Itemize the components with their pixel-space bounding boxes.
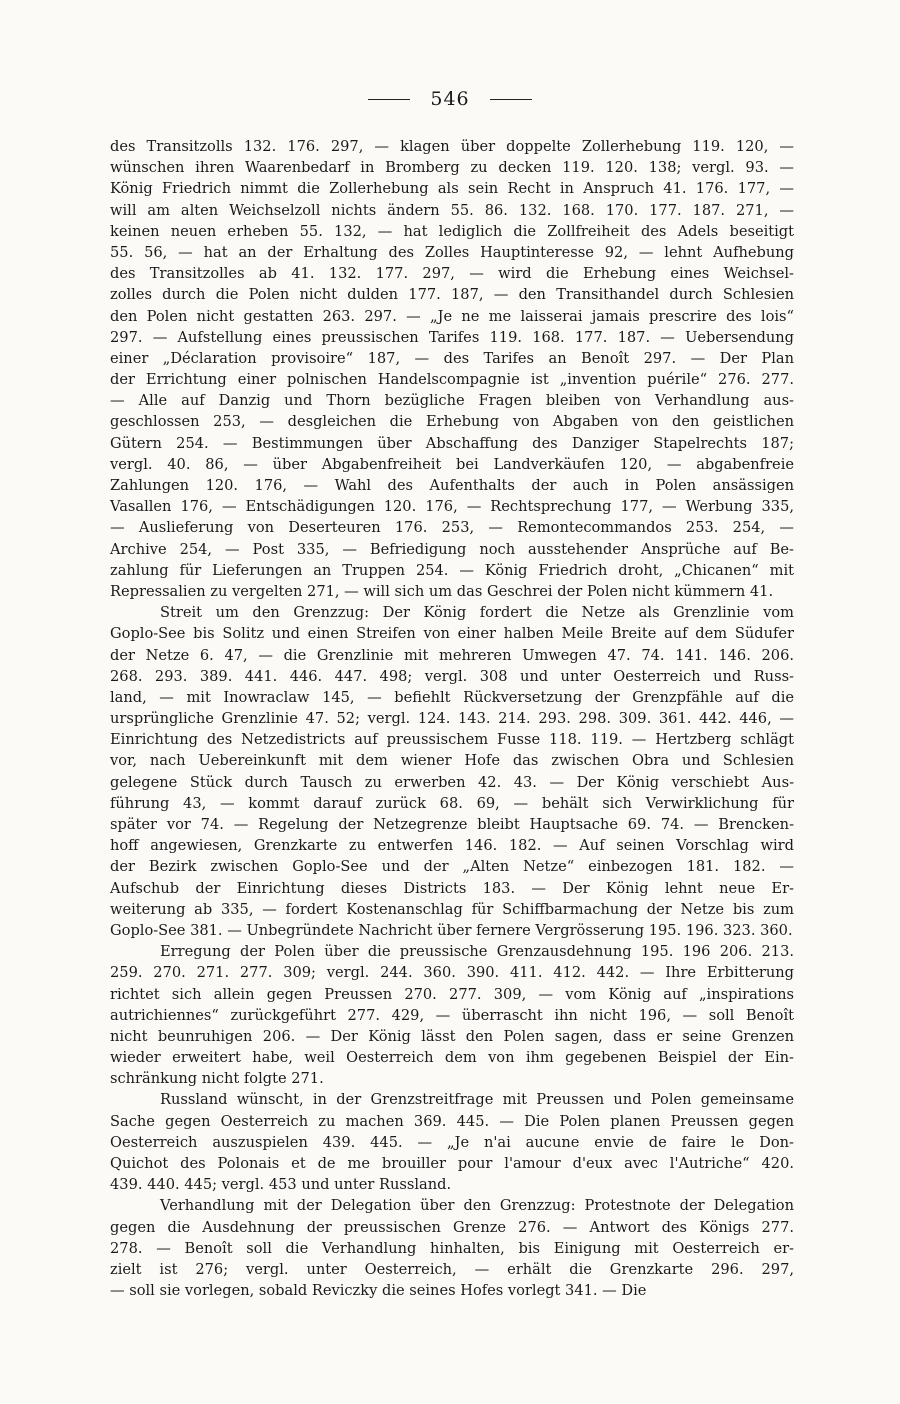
- text-line: ursprüngliche Grenzlinie 47. 52; vergl. 124. 143. 214. 293. 298. 309. 361. 442. 446, —: [110, 710, 794, 728]
- text-line: des Transitzolles ab 41. 132. 177. 297, — wird die Erhebung eines Weichsel-: [110, 265, 794, 283]
- text-line: hoff angewiesen, Grenzkarte zu entwerfen 146. 182. — Auf seinen Vorschlag wird: [110, 837, 794, 855]
- text-line: 278. — Benoît soll die Verhandlung hinhalten, bis Einigung mit Oesterreich er-: [110, 1239, 794, 1257]
- text-line: den Polen nicht gestatten 263. 297. — „Je ne me laisserai jamais prescrire des lois“: [110, 307, 794, 325]
- text-line: der Netze 6. 47, — die Grenzlinie mit mehreren Umwegen 47. 74. 141. 146. 206.: [110, 646, 794, 664]
- text-line: — soll sie vorlegen, sobald Reviczky die seines Hofes vorlegt 341. — Die: [110, 1282, 647, 1300]
- text-line: Streit um den Grenzzug: Der König fordert die Netze als Grenzlinie vom: [160, 604, 794, 622]
- text-line: Aufschub der Einrichtung dieses Districts 183. — Der König lehnt neue Er-: [110, 879, 794, 897]
- text-line: Goplo-See 381. — Unbegründete Nachricht über fernere Vergrösserung 195. 196. 323. 360.: [110, 921, 793, 939]
- text-line: Oesterreich auszuspielen 439. 445. — „Je n'ai aucune envie de faire le Don-: [110, 1133, 794, 1151]
- text-line: land, — mit Inowraclaw 145, — befiehlt Rückversetzung der Grenzpfähle auf die: [110, 688, 794, 706]
- text-line: — Auslieferung von Deserteuren 176. 253, — Remontecommandos 253. 254, —: [110, 519, 794, 537]
- text-line: 297. — Aufstellung eines preussischen Tarifes 119. 168. 177. 187. — Uebersendung: [110, 328, 794, 346]
- text-line: zielt ist 276; vergl. unter Oesterreich, — erhält die Grenzkarte 296. 297,: [110, 1260, 794, 1278]
- text-line: Goplo-See bis Solitz und einen Streifen von einer halben Meile Breite auf dem Südufer: [110, 625, 794, 643]
- text-line: wieder erweitert habe, weil Oesterreich dem von ihm gegebenen Beispiel der Ein-: [110, 1049, 794, 1067]
- text-line: nicht beunruhigen 206. — Der König lässt den Polen sagen, dass er seine Grenzen: [110, 1027, 794, 1045]
- text-line: schränkung nicht folgte 271.: [110, 1070, 324, 1088]
- text-line: vor, nach Uebereinkunft mit dem wiener Hofe das zwischen Obra und Schlesien: [110, 752, 794, 770]
- text-line: Sache gegen Oesterreich zu machen 369. 445. — Die Polen planen Preussen gegen: [110, 1112, 794, 1130]
- text-line: richtet sich allein gegen Preussen 270. 277. 309, — vom König auf „inspirations: [110, 985, 794, 1003]
- text-line: Verhandlung mit der Delegation über den Grenzzug: Protestnote der Delegation: [160, 1197, 794, 1215]
- text-line: will am alten Weichselzoll nichts ändern 55. 86. 132. 168. 170. 177. 187. 271, —: [110, 201, 794, 219]
- index-text: [110, 136, 794, 1301]
- text-line: des Transitzolls 132. 176. 297, — klagen über doppelte Zollerhebung 119. 120, —: [110, 138, 794, 155]
- text-line: gelegene Stück durch Tausch zu erwerben 42. 43. — Der König verschiebt Aus-: [110, 773, 794, 791]
- header-rule-right: [490, 99, 532, 100]
- text-line: König Friedrich nimmt die Zollerhebung als sein Recht in Anspruch 41. 176. 177, —: [110, 180, 794, 198]
- text-line: 259. 270. 271. 277. 309; vergl. 244. 360. 390. 411. 412. 442. — Ihre Erbitterung: [110, 964, 794, 982]
- text-line: wünschen ihren Waarenbedarf in Bromberg zu decken 119. 120. 138; vergl. 93. —: [110, 159, 794, 177]
- text-line: 439. 440. 445; vergl. 453 und unter Russland.: [110, 1176, 452, 1194]
- text-line: zahlung für Lieferungen an Truppen 254. — König Friedrich droht, „Chicanen“ mit: [110, 561, 794, 579]
- text-line: Quichot des Polonais et de me brouiller pour l'amour d'eux avec l'Autriche“ 420.: [110, 1155, 794, 1172]
- text-line: — Alle auf Danzig und Thorn bezügliche Fragen bleiben von Verhandlung aus-: [110, 392, 794, 410]
- text-line: führung 43, — kommt darauf zurück 68. 69, — behält sich Verwirklichung für: [110, 794, 794, 812]
- page-header: [0, 88, 900, 110]
- text-line: autrichiennes“ zurückgeführt 277. 429, — überrascht ihn nicht 196, — soll Benoît: [110, 1006, 794, 1024]
- text-line: später vor 74. — Regelung der Netzegrenze bleibt Hauptsache 69. 74. — Brencken-: [110, 816, 794, 833]
- page-number: 546: [430, 88, 470, 110]
- text-line: Archive 254, — Post 335, — Befriedigung noch ausstehender Ansprüche auf Be-: [110, 540, 794, 558]
- text-line: der Bezirk zwischen Goplo-See und der „Alten Netze“ einbezogen 181. 182. —: [110, 858, 794, 876]
- text-line: Repressalien zu vergelten 271, — will sich um das Geschrei der Polen nicht kümmern 41.: [110, 582, 774, 600]
- text-line: 268. 293. 389. 441. 446. 447. 498; vergl. 308 und unter Oesterreich und Russ-: [110, 667, 794, 685]
- text-line: Erregung der Polen über die preussische Grenzausdehnung 195. 196 206. 213.: [160, 943, 794, 961]
- text-line: weiterung ab 335, — fordert Kostenanschlag für Schiffbarmachung der Netze bis zum: [110, 900, 794, 918]
- text-line: gegen die Ausdehnung der preussischen Grenze 276. — Antwort des Königs 277.: [110, 1218, 794, 1236]
- text-line: Vasallen 176, — Entschädigungen 120. 176, — Rechtsprechung 177, — Werbung 335,: [110, 498, 794, 516]
- text-line: zolles durch die Polen nicht dulden 177. 187, — den Transithandel durch Schlesien: [110, 286, 794, 304]
- header-rule-left: [368, 99, 410, 100]
- text-line: 55. 56, — hat an der Erhaltung des Zolles Hauptinteresse 92, — lehnt Aufhebung: [110, 243, 794, 261]
- text-line: keinen neuen erheben 55. 132, — hat lediglich die Zollfreiheit des Adels beseitigt: [110, 222, 794, 240]
- text-line: Zahlungen 120. 176, — Wahl des Aufenthalts der auch in Polen ansässigen: [110, 477, 794, 494]
- text-line: vergl. 40. 86, — über Abgabenfreiheit bei Landverkäufen 120, — abgabenfreie: [110, 455, 794, 473]
- text-line: der Errichtung einer polnischen Handelscompagnie ist „invention puérile“ 276. 277.: [110, 371, 794, 389]
- text-line: Einrichtung des Netzedistricts auf preussischem Fusse 118. 119. — Hertzberg schlägt: [110, 731, 794, 749]
- text-line: geschlossen 253, — desgleichen die Erhebung von Abgaben von den geistlichen: [110, 413, 794, 431]
- text-line: Russland wünscht, in der Grenzstreitfrage mit Preussen und Polen gemeinsame: [160, 1091, 794, 1109]
- text-line: Gütern 254. — Bestimmungen über Abschaffung des Danziger Stapelrechts 187;: [110, 434, 794, 452]
- text-line: einer „Déclaration provisoire“ 187, — des Tarifes an Benoît 297. — Der Plan: [110, 349, 794, 367]
